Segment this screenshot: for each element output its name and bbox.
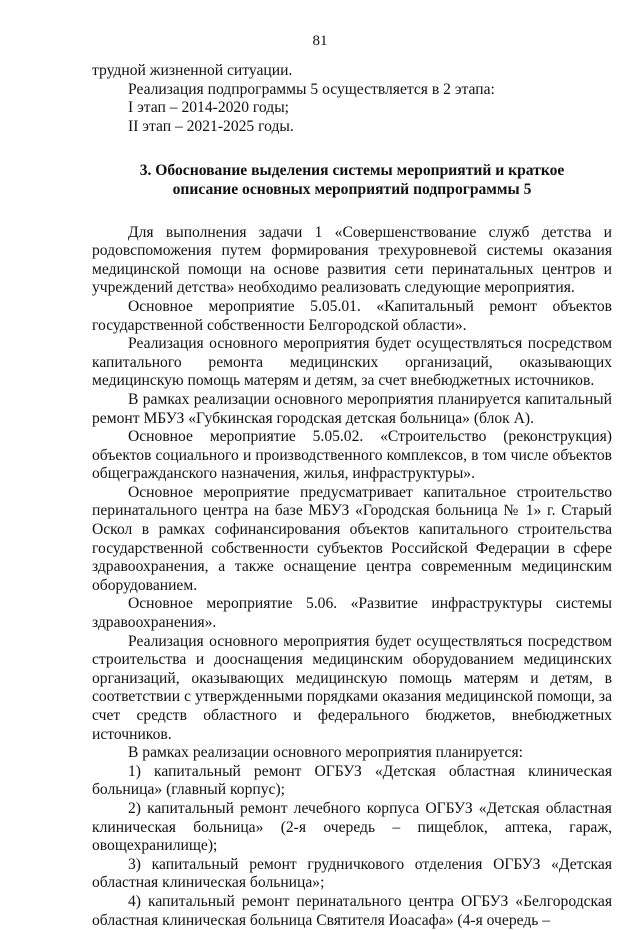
intro-line: Реализация подпрограммы 5 осуществляется в 2 этапа: bbox=[128, 80, 495, 98]
section-heading-line: описание основных мероприятий подпрограммы 5 bbox=[172, 180, 532, 198]
paragraph-measure-5-06: Основное мероприятие 5.06. «Развитие инфраструктуры системы здравоохранения». bbox=[92, 595, 612, 632]
list-item-2: 2) капитальный ремонт лечебного корпуса ОГБУЗ «Детская областная клиническая больница» (2-я очередь – пищеблок, аптека, гараж, овощехранилище); bbox=[92, 799, 612, 855]
paragraph-plan-intro: В рамках реализации основного мероприятия планируется: bbox=[128, 744, 523, 762]
document-body bbox=[92, 62, 612, 930]
stage-2-line: II этап – 2021-2025 годы. bbox=[128, 117, 294, 135]
paragraph-measure-5-05-01: Основное мероприятие 5.05.01. «Капитальный ремонт объектов государственной собственности Белгородской области». bbox=[92, 297, 612, 334]
paragraph-implementation: Реализация основного мероприятия будет осуществляться посредством капитального ремонта медицинских организаций, оказывающих медицинскую помощь матерям и детям, за счет внебюджетных источников. bbox=[92, 335, 612, 390]
paragraph-implementation-2: Реализация основного мероприятия будет осуществляться посредством строительства и дооснащения медицинским оборудованием медицинских организаций, оказывающих медицинскую помощь матерям и детям, в соответствии с утвержденными порядками оказания медицинской помощи, за счет средств областного и федерального бюджетов, внебюджетных источников. bbox=[92, 632, 612, 743]
paragraph-measure-5-05-02: Основное мероприятие 5.05.02. «Строительство (реконструкция) объектов социального и производственного комплексов, в том числе объектов общегражданского назначения, жилья, инфраструктуры». bbox=[92, 428, 612, 483]
stage-1-line: I этап – 2014-2020 годы; bbox=[128, 99, 290, 117]
list-item-1: 1) капитальный ремонт ОГБУЗ «Детская областная клиническая больница» (главный корпус); bbox=[92, 762, 612, 799]
list-item-3: 3) капитальный ремонт грудничкового отделения ОГБУЗ «Детская областная клиническая больница»; bbox=[92, 855, 612, 892]
intro-line: трудной жизненной ситуации. bbox=[92, 62, 293, 79]
section-heading-line: 3. Обоснование выделения системы мероприятий и краткое bbox=[139, 162, 565, 180]
page-number: 81 bbox=[312, 33, 328, 49]
list-item-4: 4) капитальный ремонт перинатального центра ОГБУЗ «Белгородская областная клиническая больница Святителя Иоасафа» (4-я очередь – bbox=[92, 892, 612, 929]
paragraph-plan: В рамках реализации основного мероприятия планируется капитальный ремонт МБУЗ «Губкинская городская детская больница» (блок А). bbox=[92, 390, 612, 427]
paragraph-task-1: Для выполнения задачи 1 «Совершенствование служб детства и родовспоможения путем формирования трехуровневой системы оказания медицинской помощи на основе развития сети перинатальных центров и учреждений детства» необходимо реализовать следующие мероприятия. bbox=[92, 223, 612, 297]
paragraph-perinatal-center: Основное мероприятие предусматривает капитальное строительство перинатального центра на базе МБУЗ «Городская больница № 1» г. Старый Оскол в рамках софинансирования объектов капитального строительства государственной собственности субъектов Российской Федерации в сфере здравоохранения, а также оснащение центра современным медицинским оборудованием. bbox=[92, 483, 612, 594]
section-heading bbox=[92, 162, 612, 199]
